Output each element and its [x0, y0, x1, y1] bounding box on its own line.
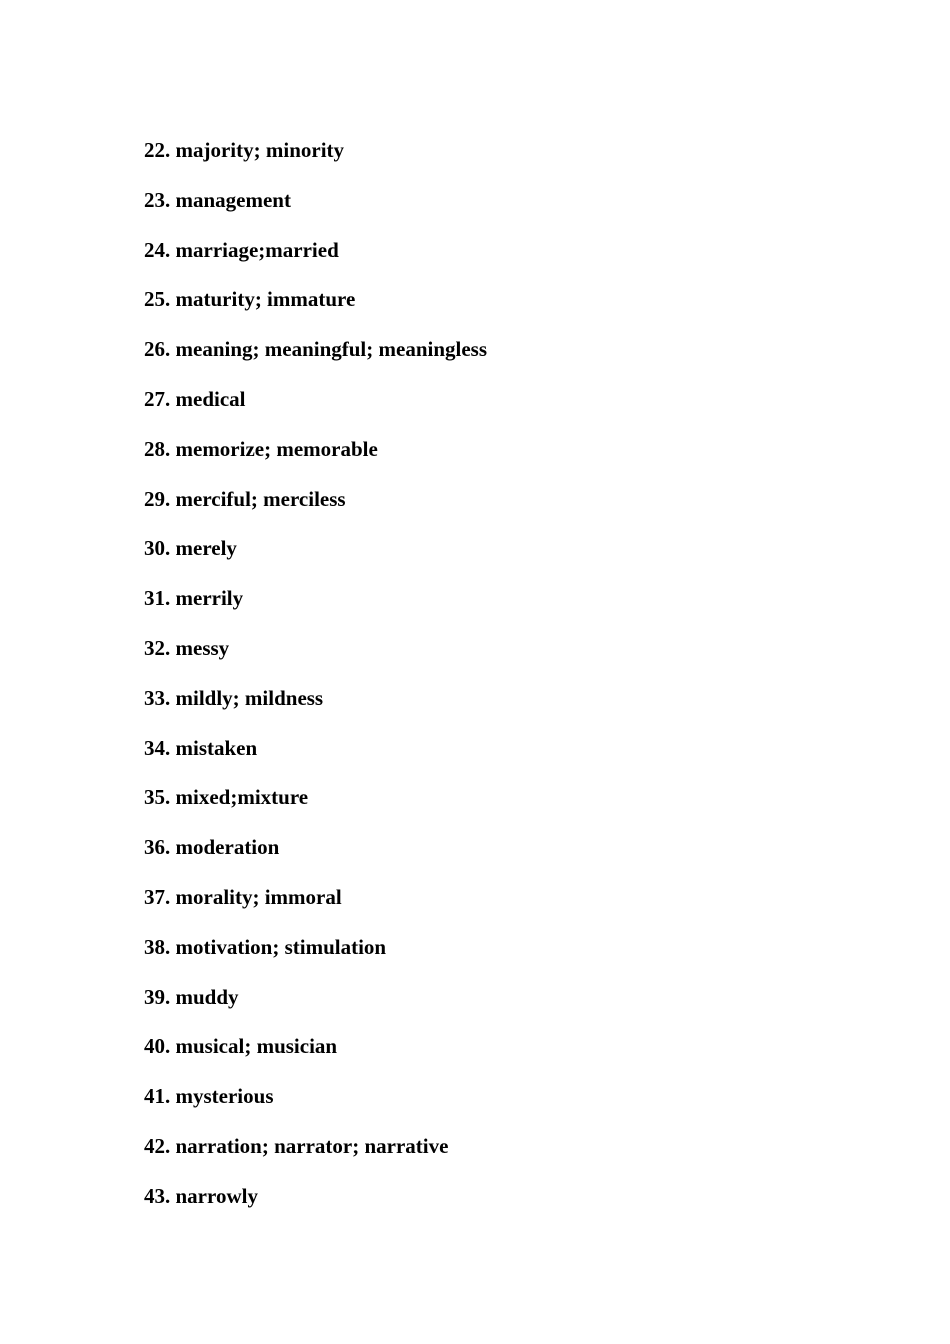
- list-item: 25. maturity; immature: [144, 287, 356, 312]
- list-item: 41. mysterious: [144, 1084, 274, 1109]
- list-item: 28. memorize; memorable: [144, 436, 378, 461]
- list-item: 26. meaning; meaningful; meaningless: [144, 337, 488, 362]
- list-item: 42. narration; narrator; narrative: [144, 1133, 449, 1158]
- list-item: 38. motivation; stimulation: [144, 934, 387, 959]
- list-item: 34. mistaken: [144, 735, 258, 760]
- list-item: 32. messy: [144, 635, 230, 660]
- list-item: 31. merrily: [144, 586, 244, 611]
- list-item: 23. management: [144, 187, 291, 212]
- list-item: 33. mildly; mildness: [144, 685, 324, 710]
- list-item: 43. narrowly: [144, 1183, 258, 1208]
- list-item: 36. moderation: [144, 835, 280, 860]
- list-item: 40. musical; musician: [144, 1034, 338, 1059]
- list-item: 37. morality; immoral: [144, 884, 342, 909]
- list-item: 27. medical: [144, 386, 246, 411]
- list-item: 39. muddy: [144, 984, 239, 1009]
- list-item: 24. marriage;married: [144, 237, 339, 262]
- word-list: [144, 136, 487, 1232]
- list-item: 30. merely: [144, 536, 237, 561]
- list-item: 22. majority; minority: [144, 138, 345, 162]
- list-item: 29. merciful; merciless: [144, 486, 346, 511]
- list-item: 35. mixed;mixture: [144, 785, 309, 810]
